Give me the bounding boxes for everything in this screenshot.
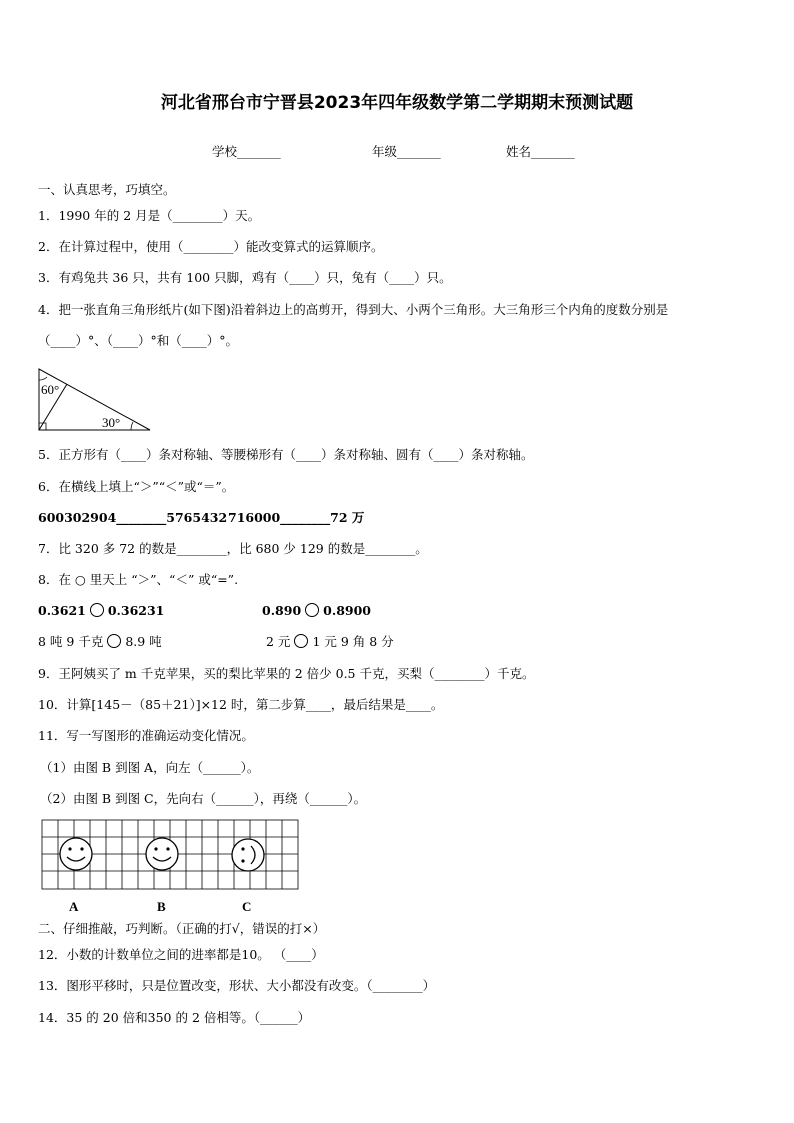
question-9: 9．王阿姨买了 m 千克苹果，买的梨比苹果的 2 倍少 0.5 千克，买梨（________）千克。 [38,666,535,681]
question-2: 2．在计算过程中，使用（________）能改变算式的运算顺序。 [38,239,384,254]
compare-right: 0.36231 [107,603,165,618]
compare-left: 8 吨 9 千克 [38,634,104,649]
question-1: 1．1990 年的 2 月是（________）天。 [38,208,261,223]
question-6: 6．在横线上填上“＞”“＜”或“＝”。 [38,479,235,494]
question-14: 14．35 的 20 倍和350 的 2 倍相等。（______） [38,1010,311,1025]
question-4-line-1: 4．把一张直角三角形纸片(如下图)沿着斜边上的高剪开，得到大、小两个三角形。大三角形三个内角的度数分别是 [38,302,669,317]
compare-right: 0.8900 [323,603,371,618]
compare-item [38,634,162,650]
school-field: 学校_______ [212,144,281,159]
question-8: 8．在 ○ 里天上 “＞”、“＜” 或“=”. [38,572,239,587]
question-5: 5．正方形有（____）条对称轴、等腰梯形有（____）条对称轴、圆有（____）条对称轴。 [38,447,534,462]
label-c: C [242,899,252,914]
question-7: 7．比 320 多 72 的数是________，比 680 少 129 的数是________。 [38,541,428,556]
compare-right: 1 元 9 角 8 分 [312,634,394,649]
page-title: 河北省邢台市宁晋县2023年四年级数学第二学期期末预测试题 [160,93,634,113]
smiley-b-icon [146,838,178,870]
compare-right: 8.9 吨 [125,634,162,649]
grade-field: 年级_______ [372,144,441,159]
compare-item [38,603,164,619]
angle-30-label: 30° [102,415,121,430]
question-10: 10．计算[145－（85＋21）]×12 时，第二步算____，最后结果是____。 [38,697,444,712]
compare-circle[interactable] [107,634,121,648]
question-11: 11．写一写图形的准确运动变化情况。 [38,728,254,743]
right-triangle-figure [36,366,156,434]
question-6-b: 716000________72 万 [228,510,365,525]
question-12: 12．小数的计数单位之间的进率都是10。 （____） [38,947,324,962]
label-a: A [69,899,79,914]
compare-left: 0.3621 [38,603,86,618]
smiley-c-rotated-icon [232,839,264,871]
compare-circle[interactable] [90,603,104,617]
compare-left: 0.890 [262,603,302,618]
smiley-a-icon [60,838,92,870]
compare-circle[interactable] [294,634,308,648]
question-11-part-1: （1）由图 B 到图 A，向左（______）。 [40,760,260,775]
grid-figure [38,818,302,916]
angle-60-label: 60° [41,382,60,397]
name-field: 姓名_______ [506,144,575,159]
compare-circle[interactable] [305,603,319,617]
question-3: 3．有鸡兔共 36 只，共有 100 只脚，鸡有（____）只，兔有（____）只。 [38,270,452,285]
question-13: 13．图形平移时，只是位置改变，形状、大小都没有改变。（________） [38,978,436,993]
label-b: B [157,899,166,914]
compare-item [262,603,371,619]
question-6-a: 600302904________5765432 [38,510,228,525]
compare-left: 2 元 [266,634,291,649]
section-2-heading: 二、仔细推敲，巧判断。（正确的打√，错误的打×） [38,921,326,936]
question-11-part-2: （2）由图 B 到图 C，先向右（______），再绕（______）。 [40,791,367,806]
compare-item [266,634,394,650]
question-4-line-2: （____）°、（____）°和（____）°。 [38,333,239,348]
section-1-heading: 一、认真思考，巧填空。 [38,182,176,197]
